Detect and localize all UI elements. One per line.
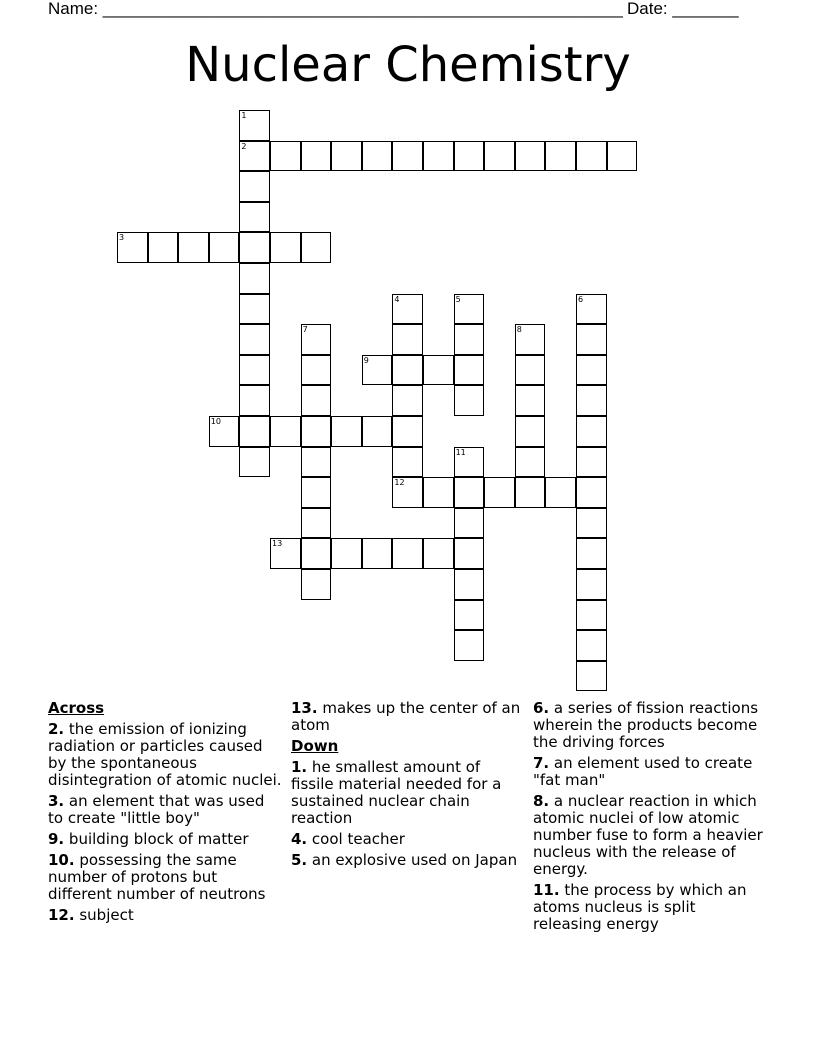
grid-cell[interactable] (454, 569, 485, 600)
grid-cell[interactable] (301, 385, 332, 416)
grid-cell[interactable] (545, 477, 576, 508)
grid-cell[interactable] (331, 538, 362, 569)
grid-cell[interactable] (362, 355, 393, 386)
clue-number: 6. (533, 699, 550, 717)
grid-cell[interactable] (209, 416, 240, 447)
clue-text: a series of fission reactions wherein the products become the driving forces (533, 699, 759, 751)
grid-cell[interactable] (454, 447, 485, 478)
clue-across-10 (48, 852, 284, 903)
grid-cell[interactable] (301, 232, 332, 263)
clue-number: 13. (291, 699, 318, 717)
cell-number: 5 (455, 294, 461, 304)
clue-column-2 (291, 700, 523, 873)
grid-cell[interactable] (331, 141, 362, 172)
grid-cell[interactable] (515, 141, 546, 172)
clue-text: a nuclear reaction in which atomic nuclei of low atomic number fuse to form a heavier nucleus with the release of energy. (533, 792, 763, 878)
grid-cell[interactable] (392, 324, 423, 355)
grid-cell[interactable] (576, 416, 607, 447)
grid-cell[interactable] (301, 141, 332, 172)
clue-number: 11. (533, 881, 560, 899)
grid-cell[interactable] (423, 477, 454, 508)
grid-cell[interactable] (239, 324, 270, 355)
grid-cell[interactable] (117, 232, 148, 263)
grid-cell[interactable] (454, 630, 485, 661)
grid-cell[interactable] (454, 600, 485, 631)
grid-cell[interactable] (239, 355, 270, 386)
grid-cell[interactable] (576, 355, 607, 386)
grid-cell[interactable] (239, 447, 270, 478)
across-heading: Across (48, 699, 105, 717)
grid-cell[interactable] (454, 324, 485, 355)
grid-cell[interactable] (576, 385, 607, 416)
cell-number: 12 (394, 478, 405, 488)
clue-text: cool teacher (311, 830, 405, 848)
clue-number: 7. (533, 754, 550, 772)
clue-column-1 (48, 700, 284, 928)
clue-down-11 (533, 882, 768, 933)
grid-cell[interactable] (239, 232, 270, 263)
cell-number: 1 (241, 111, 247, 120)
grid-cell[interactable] (392, 538, 423, 569)
cell-number: 6 (578, 294, 584, 304)
date-field[interactable]: Date: _______ (627, 0, 739, 18)
grid-cell[interactable] (576, 569, 607, 600)
clue-across-3 (48, 793, 284, 827)
grid-cell[interactable] (270, 416, 301, 447)
grid-cell[interactable] (392, 294, 423, 325)
grid-cell[interactable] (576, 630, 607, 661)
grid-cell[interactable] (392, 355, 423, 386)
grid-cell[interactable] (392, 385, 423, 416)
grid-cell[interactable] (454, 508, 485, 539)
clue-text: possessing the same number of protons but different number of neutrons (48, 851, 266, 903)
grid-cell[interactable] (576, 477, 607, 508)
grid-cell[interactable] (484, 141, 515, 172)
grid-cell[interactable] (270, 232, 301, 263)
grid-cell[interactable] (301, 569, 332, 600)
cell-number: 8 (516, 325, 522, 335)
grid-cell[interactable] (454, 355, 485, 386)
grid-cell[interactable] (576, 538, 607, 569)
clue-text: an element used to create "fat man" (533, 754, 753, 789)
grid-cell[interactable] (301, 538, 332, 569)
grid-cell[interactable] (392, 416, 423, 447)
grid-cell[interactable] (454, 477, 485, 508)
clue-down-6 (533, 700, 768, 751)
grid-cell[interactable] (362, 538, 393, 569)
grid-cell[interactable] (515, 477, 546, 508)
grid-cell[interactable] (576, 447, 607, 478)
clue-across-9 (48, 831, 284, 848)
clue-down-8 (533, 793, 768, 878)
grid-cell[interactable] (270, 538, 301, 569)
grid-cell[interactable] (301, 477, 332, 508)
grid-cell[interactable] (239, 263, 270, 294)
grid-cell[interactable] (576, 324, 607, 355)
clue-number: 3. (48, 792, 65, 810)
grid-cell[interactable] (454, 294, 485, 325)
grid-cell[interactable] (515, 385, 546, 416)
grid-cell[interactable] (545, 141, 576, 172)
clue-text: the process by which an atoms nucleus is split releasing energy (533, 881, 747, 933)
grid-cell[interactable] (607, 141, 638, 172)
cell-number: 11 (455, 447, 466, 457)
clue-text: he smallest amount of fissile material needed for a sustained nuclear chain reaction (291, 758, 502, 827)
clue-text: subject (79, 906, 134, 924)
clue-down-4 (291, 831, 523, 848)
grid-cell[interactable] (331, 416, 362, 447)
clue-column-3 (533, 700, 768, 937)
grid-cell[interactable] (423, 538, 454, 569)
grid-cell[interactable] (576, 508, 607, 539)
clue-text: the emission of ionizing radiation or particles caused by the spontaneous disintegration of atomic nuclei. (48, 720, 282, 789)
cell-number: 10 (210, 417, 221, 426)
grid-cell[interactable] (301, 447, 332, 478)
clue-number: 1. (291, 758, 308, 776)
grid-cell[interactable] (239, 294, 270, 325)
page-title: Nuclear Chemistry (185, 37, 631, 93)
clue-across-2 (48, 721, 284, 789)
grid-cell[interactable] (576, 600, 607, 631)
clue-number: 9. (48, 830, 65, 848)
clue-number: 5. (291, 851, 308, 869)
grid-cell[interactable] (239, 141, 270, 172)
grid-cell[interactable] (239, 110, 270, 141)
grid-cell[interactable] (423, 355, 454, 386)
clue-down-5 (291, 852, 523, 869)
grid-cell[interactable] (392, 447, 423, 478)
grid-cell[interactable] (576, 141, 607, 172)
clue-number: 12. (48, 906, 75, 924)
name-field[interactable]: Name: _______________________________________________________ (48, 0, 623, 18)
grid-cell[interactable] (392, 477, 423, 508)
cell-number: 7 (302, 325, 308, 335)
cell-number: 2 (241, 141, 247, 151)
grid-cell[interactable] (239, 385, 270, 416)
clue-text: building block of matter (68, 830, 249, 848)
grid-cell[interactable] (362, 141, 393, 172)
grid-cell[interactable] (515, 447, 546, 478)
grid-cell[interactable] (454, 385, 485, 416)
grid-cell[interactable] (454, 141, 485, 172)
clue-number: 8. (533, 792, 550, 810)
grid-cell[interactable] (239, 171, 270, 202)
grid-cell[interactable] (392, 141, 423, 172)
clue-across-12 (48, 907, 284, 924)
clue-text: an explosive used on Japan (311, 851, 518, 869)
clue-text: makes up the center of an atom (291, 699, 521, 734)
down-heading: Down (291, 737, 339, 755)
cell-number: 3 (119, 233, 125, 243)
grid-cell[interactable] (301, 416, 332, 447)
grid-cell[interactable] (454, 538, 485, 569)
grid-cell[interactable] (239, 202, 270, 233)
grid-cell[interactable] (301, 355, 332, 386)
grid-cell[interactable] (209, 232, 240, 263)
clue-down-7 (533, 755, 768, 789)
grid-cell[interactable] (270, 141, 301, 172)
grid-cell[interactable] (423, 141, 454, 172)
clue-number: 10. (48, 851, 75, 869)
clue-down-1 (291, 759, 523, 827)
grid-cell[interactable] (515, 355, 546, 386)
grid-cell[interactable] (301, 508, 332, 539)
grid-cell[interactable] (239, 416, 270, 447)
clue-number: 2. (48, 720, 65, 738)
clue-number: 4. (291, 830, 308, 848)
cell-number: 13 (272, 539, 283, 549)
grid-cell[interactable] (576, 661, 607, 692)
grid-cell[interactable] (148, 232, 179, 263)
grid-cell[interactable] (484, 477, 515, 508)
grid-cell[interactable] (515, 416, 546, 447)
grid-cell[interactable] (515, 324, 546, 355)
clue-text: an element that was used to create "little boy" (48, 792, 265, 827)
cell-number: 4 (394, 294, 400, 304)
clue-across-13 (291, 700, 523, 734)
grid-cell[interactable] (178, 232, 209, 263)
cell-number: 9 (363, 355, 369, 365)
grid-cell[interactable] (362, 416, 393, 447)
grid-cell[interactable] (576, 294, 607, 325)
grid-cell[interactable] (301, 324, 332, 355)
